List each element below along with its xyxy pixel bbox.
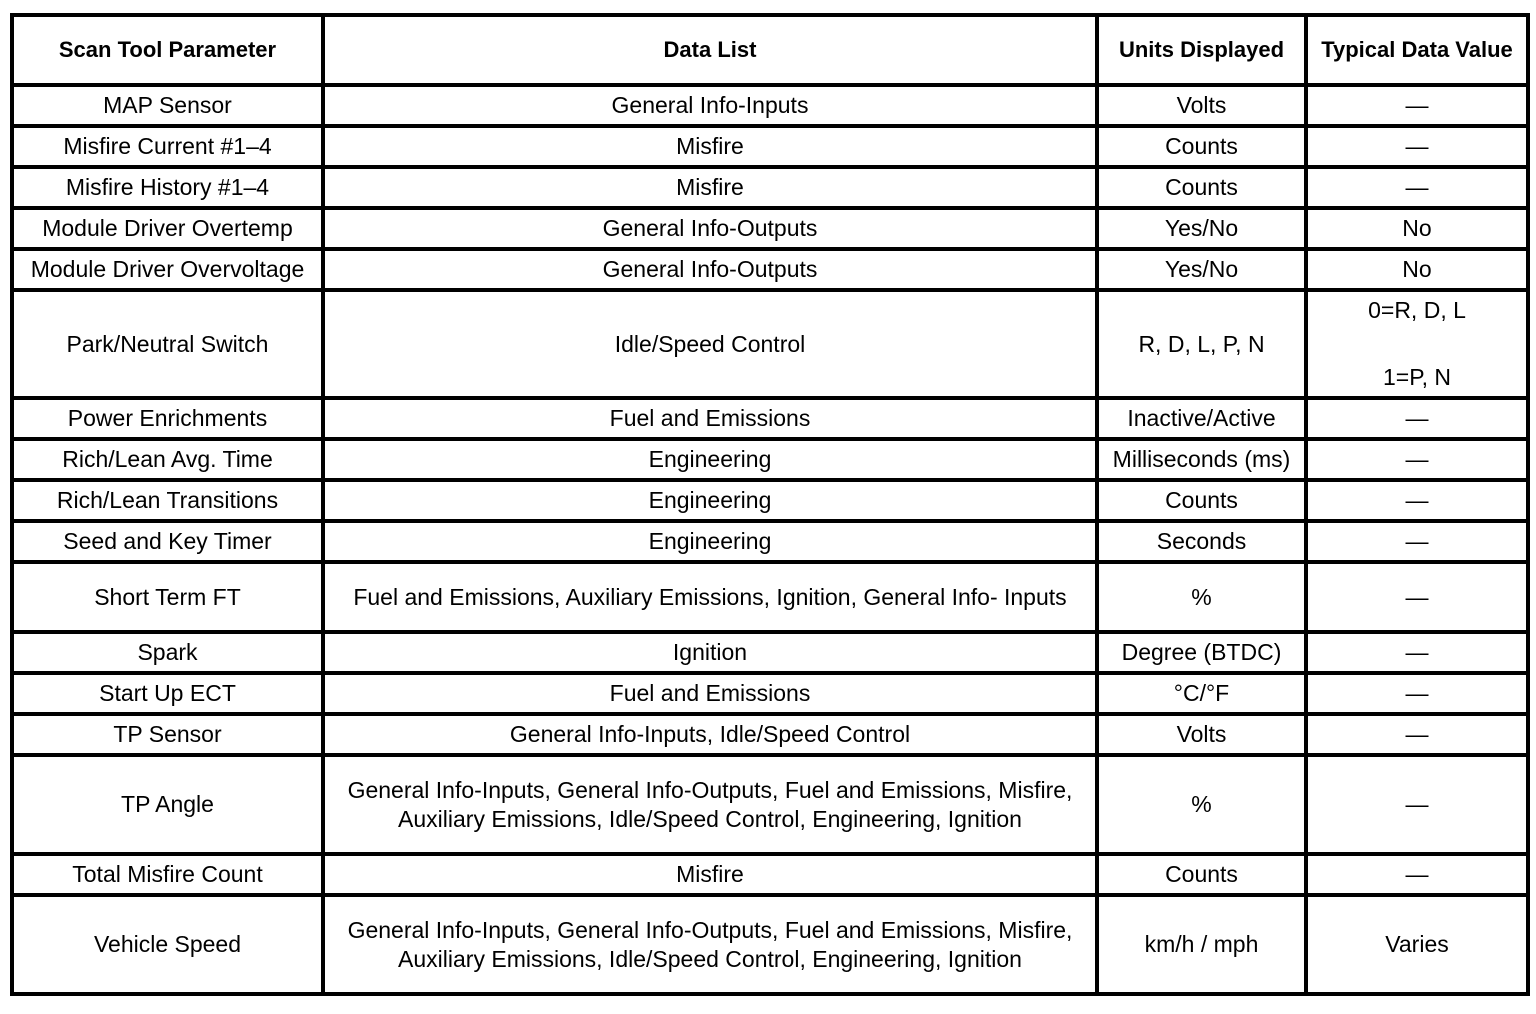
parameter-cell: Misfire History #1–4	[12, 167, 323, 208]
table-row	[12, 167, 1528, 208]
table-row	[12, 439, 1528, 480]
table-row	[12, 398, 1528, 439]
parameter-cell: TP Angle	[12, 755, 323, 854]
typical-value-cell: —	[1306, 854, 1528, 895]
parameter-cell: Misfire Current #1–4	[12, 126, 323, 167]
header-scan-tool-parameter: Scan Tool Parameter	[12, 15, 323, 85]
units-cell: %	[1097, 755, 1306, 854]
table-row	[12, 208, 1528, 249]
parameter-cell: Vehicle Speed	[12, 895, 323, 994]
table-row	[12, 290, 1528, 398]
parameter-cell: MAP Sensor	[12, 85, 323, 126]
typical-value-cell: —	[1306, 632, 1528, 673]
typical-value-line: 1=P, N	[1383, 364, 1451, 390]
data-list-cell: Engineering	[323, 480, 1097, 521]
data-list-cell: Misfire	[323, 126, 1097, 167]
units-cell: Degree (BTDC)	[1097, 632, 1306, 673]
table-row	[12, 895, 1528, 994]
table-row	[12, 714, 1528, 755]
data-list-cell: General Info-Inputs, General Info-Outputs, Fuel and Emissions, Misfire, Auxiliary Emissions, Idle/Speed Control, Engineering, Ignition	[323, 755, 1097, 854]
typical-value-cell: —	[1306, 439, 1528, 480]
typical-value-cell: No	[1306, 208, 1528, 249]
units-cell: °C/°F	[1097, 673, 1306, 714]
scan-tool-parameter-table	[10, 13, 1530, 996]
units-cell: Counts	[1097, 126, 1306, 167]
parameter-cell: Module Driver Overtemp	[12, 208, 323, 249]
units-cell: %	[1097, 562, 1306, 632]
parameter-cell: Rich/Lean Avg. Time	[12, 439, 323, 480]
units-cell: Counts	[1097, 480, 1306, 521]
units-cell: Yes/No	[1097, 208, 1306, 249]
typical-value-cell: —	[1306, 714, 1528, 755]
table-row	[12, 85, 1528, 126]
header-typical-data-value: Typical Data Value	[1306, 15, 1528, 85]
typical-value-cell: —	[1306, 167, 1528, 208]
header-data-list: Data List	[323, 15, 1097, 85]
parameter-cell: Rich/Lean Transitions	[12, 480, 323, 521]
line-gap	[1316, 325, 1518, 363]
table-row	[12, 632, 1528, 673]
data-list-cell: Fuel and Emissions, Auxiliary Emissions, Ignition, General Info- Inputs	[323, 562, 1097, 632]
table-row	[12, 854, 1528, 895]
data-list-cell: General Info-Outputs	[323, 208, 1097, 249]
typical-value-cell: Varies	[1306, 895, 1528, 994]
data-list-cell: Fuel and Emissions	[323, 673, 1097, 714]
table-row	[12, 126, 1528, 167]
data-list-cell: General Info-Inputs, Idle/Speed Control	[323, 714, 1097, 755]
units-cell: Seconds	[1097, 521, 1306, 562]
parameter-cell: Spark	[12, 632, 323, 673]
typical-value-cell: —	[1306, 673, 1528, 714]
table-row	[12, 673, 1528, 714]
typical-value-cell	[1306, 290, 1528, 398]
data-list-cell: Misfire	[323, 167, 1097, 208]
units-cell: R, D, L, P, N	[1097, 290, 1306, 398]
parameter-cell: Park/Neutral Switch	[12, 290, 323, 398]
units-cell: Volts	[1097, 714, 1306, 755]
table-row	[12, 480, 1528, 521]
data-list-cell: Engineering	[323, 439, 1097, 480]
data-list-cell: Engineering	[323, 521, 1097, 562]
parameter-cell: Short Term FT	[12, 562, 323, 632]
data-list-cell: Idle/Speed Control	[323, 290, 1097, 398]
units-cell: Milliseconds (ms)	[1097, 439, 1306, 480]
table-row	[12, 755, 1528, 854]
typical-value-cell: —	[1306, 85, 1528, 126]
table-row	[12, 249, 1528, 290]
units-cell: Volts	[1097, 85, 1306, 126]
typical-value-cell: —	[1306, 126, 1528, 167]
units-cell: Counts	[1097, 854, 1306, 895]
data-list-cell: General Info-Inputs, General Info-Outputs, Fuel and Emissions, Misfire, Auxiliary Emissions, Idle/Speed Control, Engineering, Ignition	[323, 895, 1097, 994]
data-list-cell: Misfire	[323, 854, 1097, 895]
table-row	[12, 521, 1528, 562]
data-list-cell: General Info-Inputs	[323, 85, 1097, 126]
data-list-cell: General Info-Outputs	[323, 249, 1097, 290]
parameter-cell: Start Up ECT	[12, 673, 323, 714]
parameter-cell: Module Driver Overvoltage	[12, 249, 323, 290]
data-list-cell: Ignition	[323, 632, 1097, 673]
units-cell: Yes/No	[1097, 249, 1306, 290]
units-cell: km/h / mph	[1097, 895, 1306, 994]
typical-value-cell: —	[1306, 755, 1528, 854]
typical-value-cell: —	[1306, 480, 1528, 521]
header-units-displayed: Units Displayed	[1097, 15, 1306, 85]
parameter-cell: Seed and Key Timer	[12, 521, 323, 562]
data-list-cell: Fuel and Emissions	[323, 398, 1097, 439]
typical-value-cell: —	[1306, 521, 1528, 562]
table-row	[12, 562, 1528, 632]
units-cell: Inactive/Active	[1097, 398, 1306, 439]
typical-value-cell: —	[1306, 562, 1528, 632]
typical-value-cell: No	[1306, 249, 1528, 290]
parameter-cell: TP Sensor	[12, 714, 323, 755]
parameter-cell: Power Enrichments	[12, 398, 323, 439]
parameter-cell: Total Misfire Count	[12, 854, 323, 895]
units-cell: Counts	[1097, 167, 1306, 208]
typical-value-cell: —	[1306, 398, 1528, 439]
header-row	[12, 15, 1528, 85]
typical-value-line: 0=R, D, L	[1368, 297, 1466, 323]
